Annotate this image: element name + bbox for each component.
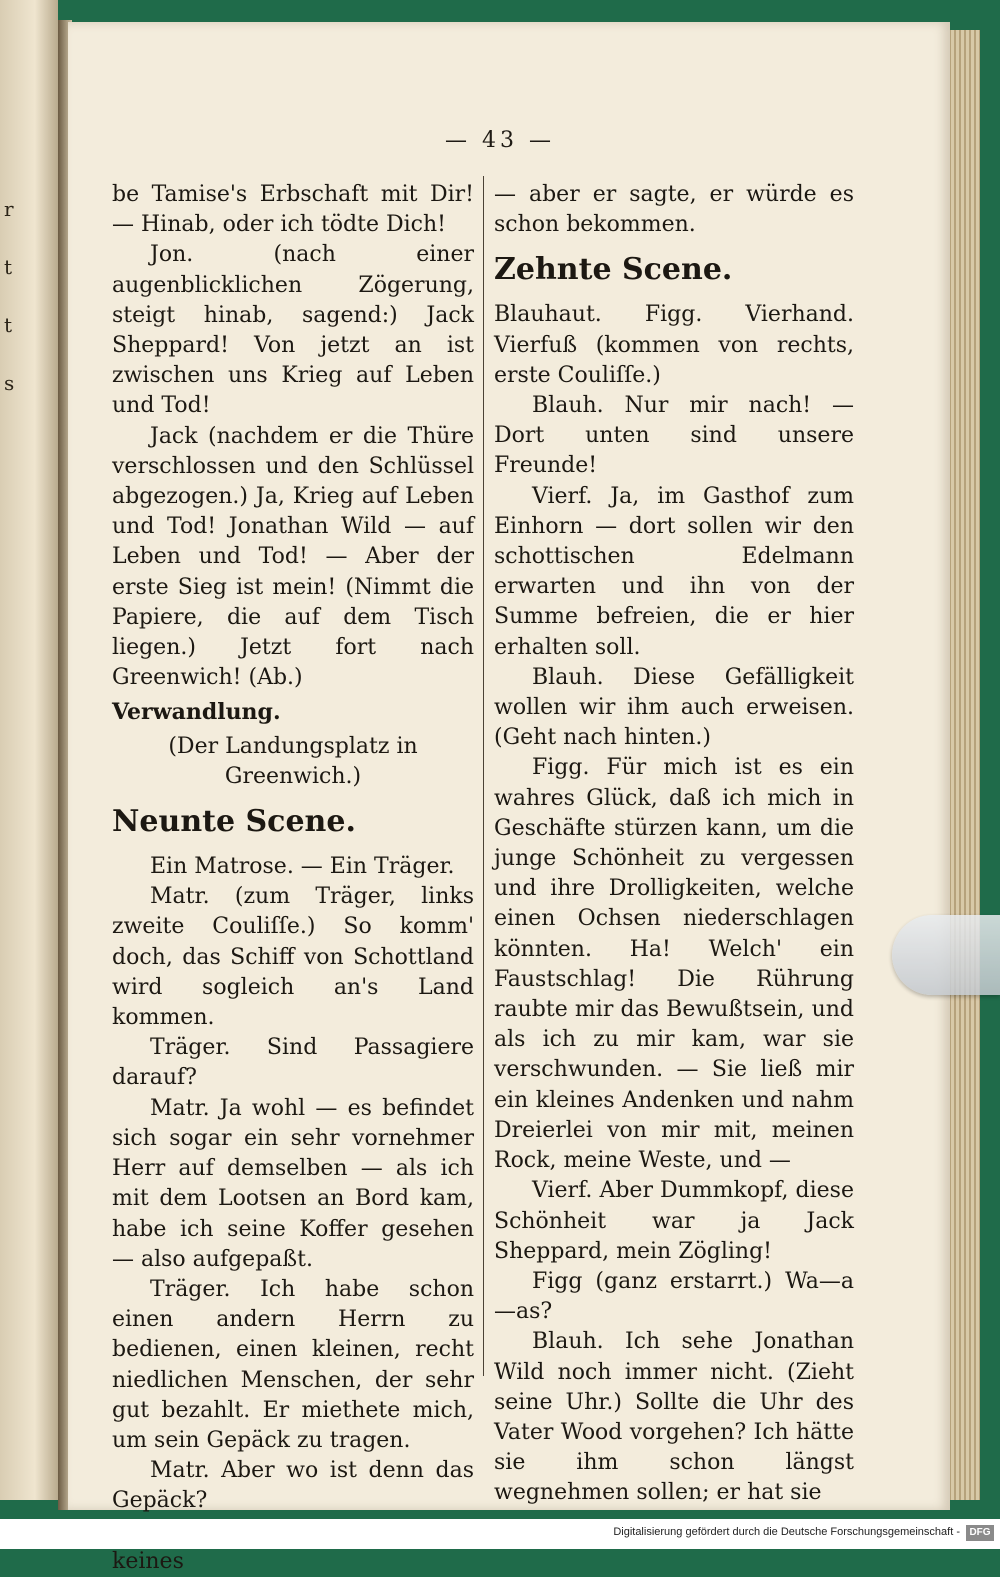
scene-heading: Neunte Scene. [112, 804, 356, 840]
cast-list: Blauhaut. Figg. Vierhand. Vierfuß (kommen von rechts, erste Couliſſe.) [494, 302, 854, 388]
left-column [112, 180, 474, 1577]
cast-list: Ein Matrose. — Ein Träger. [150, 854, 455, 880]
dfg-logo-icon: DFG [966, 1525, 994, 1541]
paragraph: — aber er sagte, er würde es schon bekommen. [494, 182, 854, 238]
mark: r [4, 197, 14, 221]
transformation-heading: Verwandlung. [112, 699, 281, 726]
dialogue-line: Träger. Ich habe schon einen andern Herrn zu bedienen, einen kleinen, recht niedlichen Menschen, der sehr gut bezahlt. Er miethete mich, um sein Gepäck zu tragen. [112, 1276, 474, 1453]
dialogue-line: Figg (ganz erstarrt.) Wa—a—as? [494, 1268, 854, 1325]
page-turn-tab[interactable] [892, 915, 1000, 995]
dialogue-line: Vierf. Ja, im Gasthof zum Einhorn — dort sollen wir den schottischen Edelmann erwarten und ihn von der Summe befreien, die er hier erhalten soll. [494, 483, 854, 660]
dialogue-line: Vierf. Aber Dummkopf, diese Schönheit war ja Jack Sheppard, mein Zögling! [494, 1178, 854, 1264]
paragraph: Jon. (nach einer augenblicklichen Zögerung, steigt hinab, sagend:) Jack Sheppard! Von jetzt an ist zwischen uns Krieg auf Leben und Tod! [112, 242, 474, 419]
paragraph: be Tamise's Erbschaft mit Dir! — Hinab, oder ich tödte Dich! [112, 182, 474, 238]
previous-page-edge [0, 0, 58, 1500]
stage-direction: (Der Landungsplatz in Greenwich.) [168, 733, 418, 789]
previous-page-marks [4, 180, 18, 412]
funding-notice: Digitalisierung gefördert durch die Deutsche Forschungsgemeinschaft - [613, 1526, 960, 1538]
dialogue-line: Matr. Aber wo ist denn das Gepäck? [112, 1458, 474, 1514]
mark: t [4, 255, 13, 279]
mark: s [4, 371, 15, 395]
dialogue-line: keines [112, 1548, 184, 1574]
mark: t [4, 313, 13, 337]
page-number: — 43 — [445, 128, 555, 153]
footer-bar [0, 1519, 1000, 1549]
column-divider [483, 176, 484, 1376]
dialogue-line: Blauh. Nur mir nach! — Dort unten sind unsere Freunde! [494, 393, 854, 479]
dialogue-line: Matr. (zum Träger, links zweite Couliſſe.) So komm' doch, das Schiff von Schottland wird sogleich an's Land kommen. [112, 884, 474, 1031]
right-column [494, 180, 854, 1509]
paragraph: Jack (nachdem er die Thüre verschlossen und den Schlüssel abgezogen.) Ja, Krieg auf Leben und Tod! Jonathan Wild — auf Leben und Tod! — Aber der erste Sieg ist mein! (Nimmt die Papiere, die auf dem Tisch liegen.) Jetzt fort nach Greenwich! (Ab.) [112, 423, 474, 691]
scene-heading: Zehnte Scene. [494, 252, 733, 288]
dialogue-line: Matr. Ja wohl — es befindet sich sogar ein sehr vornehmer Herr auf demselben — als ich mit dem Lootsen an Bord kam, habe ich seine Koffer gesehen — also aufgepaßt. [112, 1095, 474, 1272]
dialogue-line: Träger. Sind Passagiere darauf? [112, 1035, 474, 1091]
dialogue-line: Figg. Für mich ist es ein wahres Glück, daß ich mich in Geschäfte stürzen kann, um die junge Schönheit zu vergessen und ihre Drolligkeiten, welche einen Ochsen niederschlagen könnten. Ha! Welch' ein Faustschlag! Die Rührung raubte mir das Bewußtsein, und als ich zu mir kam, war sie verschwunden. — Sie ließ mir ein kleines Andenken und nahm Dreierlei von mir mit, meinen Rock, meine Weste, und — [494, 755, 854, 1174]
dialogue-line: Blauh. Ich sehe Jonathan Wild noch immer nicht. (Zieht seine Uhr.) Sollte die Uhr des Vater Wood vorgehen? Ich hätte sie ihm schon längst wegnehmen sollen; er hat sie [494, 1329, 854, 1506]
dialogue-line: Blauh. Diese Gefälligkeit wollen wir ihm auch erweisen. (Geht nach hinten.) [494, 664, 854, 751]
